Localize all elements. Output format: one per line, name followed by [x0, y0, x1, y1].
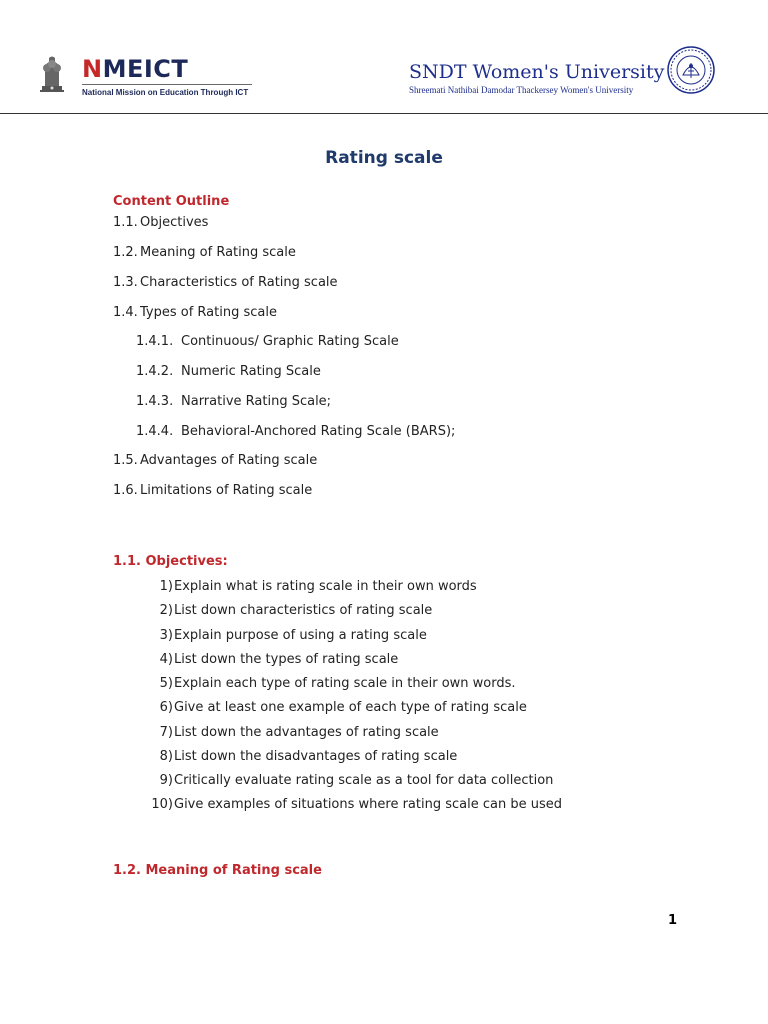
sndt-university-subtitle: Shreemati Nathibai Damodar Thackersey Women's University: [409, 85, 634, 95]
outline-subitem: 1.4.3. Narrative Rating Scale;: [136, 394, 332, 409]
sndt-seal-icon: [666, 45, 716, 95]
nmeict-logo-title: NMEICT: [82, 55, 189, 83]
nmeict-divider: [82, 84, 252, 85]
objective-item: 1)Explain what is rating scale in their own words: [159, 579, 477, 594]
objective-item: 8)List down the disadvantages of rating scale: [159, 749, 458, 764]
nmeict-subtitle: National Mission on Education Through ICT: [82, 88, 249, 97]
objective-item: 6)Give at least one example of each type of rating scale: [159, 700, 527, 715]
content-outline-heading: Content Outline: [113, 194, 230, 209]
outline-item: 1.2. Meaning of Rating scale: [113, 245, 296, 260]
outline-item: 1.5. Advantages of Rating scale: [113, 453, 318, 468]
ashoka-emblem-icon: [37, 50, 67, 98]
objective-item: 2)List down characteristics of rating scale: [159, 603, 433, 618]
document-title: Rating scale: [325, 148, 443, 168]
outline-item: 1.1. Objectives: [113, 215, 209, 230]
objectives-heading: 1.1. Objectives:: [113, 554, 228, 569]
objective-item: 7)List down the advantages of rating scale: [159, 725, 439, 740]
outline-item: 1.3. Characteristics of Rating scale: [113, 275, 338, 290]
objective-item: 4)List down the types of rating scale: [159, 652, 399, 667]
outline-subitem: 1.4.2. Numeric Rating Scale: [136, 364, 321, 379]
outline-subitem: 1.4.1. Continuous/ Graphic Rating Scale: [136, 334, 399, 349]
objective-item: 9)Critically evaluate rating scale as a tool for data collection: [159, 773, 554, 788]
header-divider: [0, 113, 768, 114]
objective-item: 10)Give examples of situations where rating scale can be used: [151, 797, 562, 812]
page-header: [0, 0, 768, 115]
meaning-heading: 1.2. Meaning of Rating scale: [113, 863, 322, 878]
sndt-university-title: SNDT Women's University: [409, 61, 665, 83]
outline-subitem: 1.4.4. Behavioral-Anchored Rating Scale (BARS);: [136, 424, 456, 439]
objective-item: 5)Explain each type of rating scale in their own words.: [159, 676, 516, 691]
outline-item: 1.4. Types of Rating scale: [113, 305, 277, 320]
outline-item: 1.6. Limitations of Rating scale: [113, 483, 313, 498]
page-number: 1: [668, 913, 678, 928]
objective-item: 3)Explain purpose of using a rating scale: [159, 628, 427, 643]
